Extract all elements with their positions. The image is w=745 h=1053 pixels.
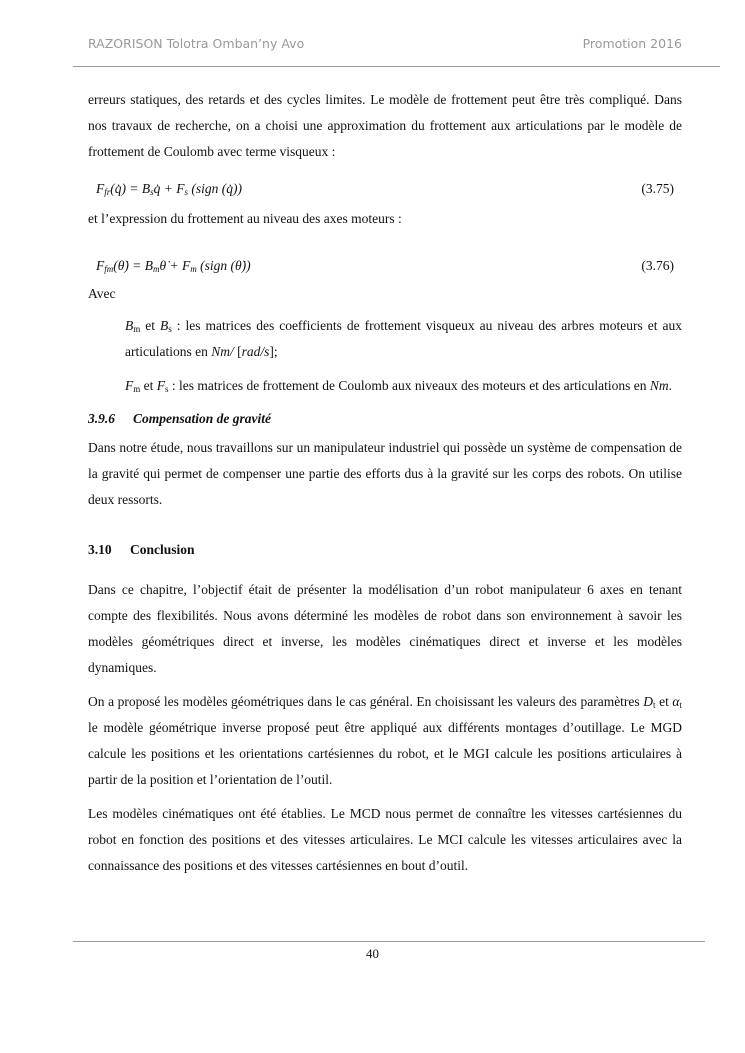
header-author: RAZORISON Tolotra Omban’ny Avo [88,36,305,51]
conclusion-paragraph-3: Les modèles cinématiques ont été établies. Le MCD nous permet de connaître les vitesses cartésiennes du robot en fonction des positions et des vitesses articulaires. Le MCI calcule les vitesses articulaires avec la connaissance des positions et des vitesses cartésiennes en bout d’outil. [88,806,682,873]
section-heading-3-10: 3.10 Conclusion [88,542,195,557]
equation-number: (3.75) [641,181,674,196]
header-promotion: Promotion 2016 [582,36,682,51]
page-header [88,36,682,56]
page-body [88,87,682,879]
compensation-paragraph: Dans notre étude, nous travaillons sur un manipulateur industriel qui possède un système de compensation de la gravité qui permet de compenser une partie des efforts dus à la gravité sur les corps des robots. On utilise deux ressorts. [88,440,682,507]
equation-3-76: $F_{fm}(\thetȧ)$ = $B_m\thetȧ + F_m$ (sign (θ̇)) (3.76) [88,253,682,279]
page-number: 40 [366,946,379,961]
conclusion-paragraph-2: On a proposé les modèles géométriques dans le cas général. En choisissant les valeurs des paramètres $D_t$ et $\alpha_t$ le modèle géométrique inverse proposé peut être appliqué aux différents montages d’outillage. Le MGD calcule les positions et les orientations cartésiennes du robot, et le MGI calcule les positions articulaires à partir de la position et l’orientation de l’outil. [88,694,682,787]
header-rule [73,66,720,67]
definition-coulomb: $F_m$ et $F_s$ : les matrices de frottement de Coulomb aux niveaux des moteurs et des articulations en Nm. [125,378,673,394]
conclusion-paragraph-1: Dans ce chapitre, l’objectif était de présenter la modélisation d’un robot manipulateur 6 axes en tenant compte des flexibilités. Nous avons déterminé les modèles de robot dans son environnement à savoir les modèles géométriques direct et inverse, les modèles cinématiques direct et inverse et les modèles dynamiques. [88,582,682,675]
footer-rule [73,941,705,942]
definition-viscous: $B_m$ et $B_s$ : les matrices des coefficients de frottement visqueux au niveau des arbres moteurs et aux articulations en Nm/ [rad/s]; [125,318,682,359]
between-equations-text: et l’expression du frottement au niveau des axes moteurs : [88,211,402,226]
section-heading-3-9-6: 3.9.6 Compensation de gravité [88,411,271,426]
equation-3-75: $F_{fr}(q̇)$ = $B_sq̇ + F_s$ (sign (q̇)) (3.75) [88,176,682,202]
intro-paragraph: erreurs statiques, des retards et des cycles limites. Le modèle de frottement peut être très compliqué. Dans nos travaux de recherche, on a choisi une approximation du frottement aux articulations par le modèle de frottement de Coulomb avec terme visqueux : [88,92,682,159]
avec-label: Avec [88,286,116,301]
equation-number: (3.76) [641,258,674,273]
